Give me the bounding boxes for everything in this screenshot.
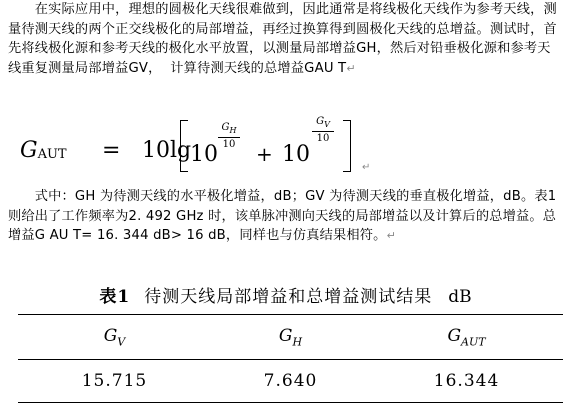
formula-lhs: [20, 138, 67, 163]
formula-coefficient: 10lg: [142, 138, 192, 163]
table-unit: dB: [448, 287, 472, 307]
paragraph-explanation-text: 式中：GH 为待测天线的水平极化增益，dB；GV 为待测天线的垂直极化增益，dB。表1 则给出了工作频率为2. 492 GHz 时，该单脉冲测向天线的局部增益以及计算后的总增益。总增益G AU T= 16. 344 dB> 16 dB，同样也与仿真结果相符。: [8, 189, 561, 243]
fraction-bar: [312, 131, 334, 132]
header-gh: [211, 315, 370, 360]
gain-formula: [20, 112, 420, 176]
formula-lhs-symbol: G: [20, 138, 38, 163]
formula-left-bracket: [180, 120, 188, 172]
header-symbol: G: [278, 325, 293, 346]
header-subscript: H: [292, 335, 303, 349]
exponent-2-symbol: G: [316, 116, 325, 127]
header-symbol: G: [447, 325, 462, 346]
formula-paragraph-mark: ↵: [362, 162, 371, 173]
paragraph-intro: [8, 0, 564, 78]
exponent-2-numerator: [312, 116, 334, 130]
paragraph-mark: ↵: [346, 61, 356, 75]
table-header-row: [18, 315, 563, 360]
paragraph-intro-text: 在实际应用中，理想的圆极化天线很难做到，因此通常是将线极化天线作为参考天线，测量待测天线的两个正交线极化的局部增益，再经过换算得到圆极化天线的总增益。测试时，首先将线极化源和参考天线的极化水平放置，以测量局部增益GH，然后对铅垂极化源和参考天线重复测量局部增益GV， 计算待测天线的总增益GAU T: [8, 2, 557, 76]
formula-base-1: 10: [190, 142, 218, 167]
exponent-1-denominator: 10: [222, 139, 236, 150]
header-subscript: AUT: [461, 335, 486, 349]
header-subscript: V: [117, 335, 126, 349]
formula-base-2: 10: [282, 142, 310, 167]
formula-plus: +: [256, 142, 273, 166]
header-symbol: G: [103, 325, 118, 346]
paragraph-mark: ↵: [386, 229, 396, 242]
exponent-2-denominator: 10: [316, 133, 330, 144]
header-gv: [18, 315, 211, 360]
table-row: [18, 360, 563, 403]
formula-exponent-1: [218, 122, 240, 150]
exponent-2-subscript: V: [324, 120, 330, 129]
fraction-bar: [218, 137, 240, 138]
exponent-1-subscript: H: [229, 126, 237, 135]
header-gaut: [370, 315, 563, 360]
exponent-1-symbol: G: [221, 122, 230, 133]
table-caption: [0, 282, 571, 307]
formula-exponent-2: [312, 116, 334, 144]
cell-gv: 15.715: [81, 371, 148, 391]
paragraph-explanation: [8, 187, 564, 246]
formula-equals: =: [102, 138, 121, 163]
formula-right-bracket: [343, 120, 351, 172]
table-number: 表1: [99, 287, 131, 307]
cell-gaut: 16.344: [433, 371, 500, 391]
formula-lhs-subscript: AUT: [37, 147, 67, 162]
table-title: 待测天线局部增益和总增益测试结果: [144, 287, 433, 307]
cell-gh: 7.640: [263, 371, 318, 391]
exponent-1-numerator: [218, 122, 240, 136]
results-table: [18, 314, 563, 403]
